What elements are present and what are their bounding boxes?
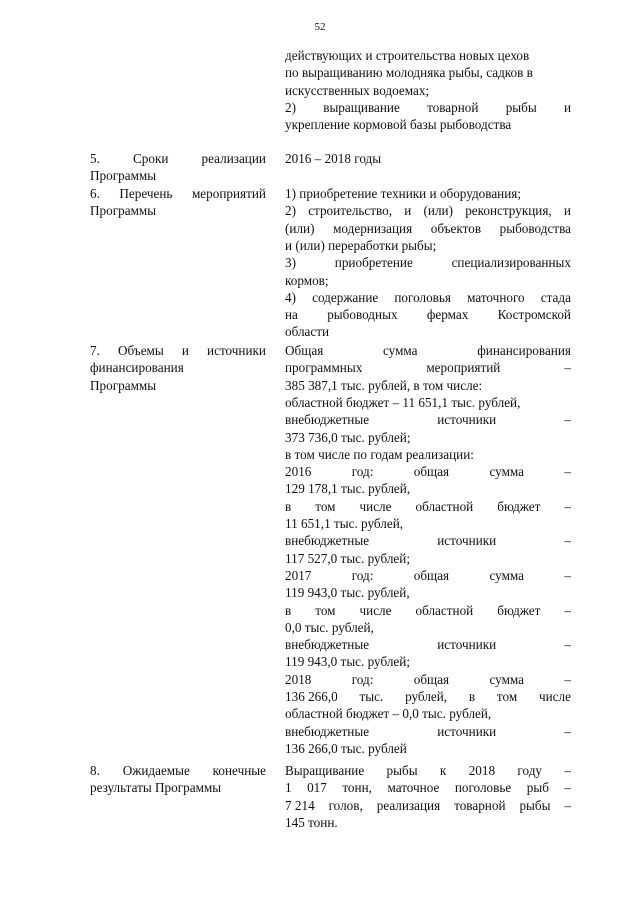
word: Сроки — [132, 151, 169, 166]
row7-value-line: 129 178,1 тыс. рублей, — [285, 481, 411, 497]
row8-label-line: результаты Программы — [90, 780, 222, 796]
row7-value-line — [285, 359, 571, 376]
word: числе — [359, 602, 392, 618]
word: товарной — [454, 797, 506, 813]
word: 2018 — [468, 763, 496, 778]
row7-value-line: 0,0 тыс. рублей, — [285, 619, 374, 635]
row7-value-line: 136 266,0 тыс. рублей — [285, 740, 407, 756]
word: 8. — [90, 763, 100, 778]
word: сумма — [489, 671, 525, 687]
continuation-line: укрепление кормовой базы рыбоводства — [285, 117, 512, 133]
word: 4) — [285, 289, 296, 305]
word: год: — [351, 464, 374, 480]
word: Выращивание — [285, 763, 365, 778]
word: модернизация — [333, 220, 413, 236]
word: фермах — [426, 307, 469, 323]
word: году — [517, 763, 543, 778]
row6-value-line — [285, 254, 571, 271]
word: общая — [413, 464, 450, 480]
word: тонн, — [342, 780, 372, 796]
row8-label-line — [90, 762, 266, 779]
word: поголовья — [394, 289, 451, 305]
word: – — [564, 780, 571, 796]
row7-value-line — [285, 671, 571, 688]
word: 5. — [90, 151, 100, 166]
word: и — [181, 343, 189, 358]
word: к — [439, 763, 447, 778]
word: 7. — [90, 343, 100, 358]
row8-value-line — [285, 797, 571, 814]
row6-value-line: области — [285, 324, 330, 340]
row7-value-line — [285, 463, 571, 480]
word: 3) — [285, 255, 296, 271]
word: год: — [351, 567, 374, 583]
row7-value-line — [285, 498, 571, 515]
word: финансирования — [477, 343, 571, 358]
word: конечные — [212, 763, 266, 778]
word: маточного — [467, 289, 525, 305]
word: источники — [437, 637, 497, 653]
row7-label-line: Программы — [90, 377, 157, 393]
word: (или) — [423, 203, 453, 219]
word: 7 214 — [285, 797, 315, 813]
word: – — [564, 763, 571, 778]
row7-value-line: в том числе по годам реализации: — [285, 446, 474, 462]
row7-value-line — [285, 342, 571, 359]
word: рыбы — [386, 763, 418, 778]
word: объектов — [430, 220, 482, 236]
row6-label-line: Программы — [90, 203, 157, 219]
word: источники — [437, 533, 497, 549]
row7-value-line — [285, 532, 571, 549]
word: в — [285, 498, 292, 514]
word: – — [564, 567, 571, 583]
word: сумма — [489, 567, 525, 583]
row7-value-line: 119 943,0 тыс. рублей; — [285, 654, 411, 670]
word: – — [564, 797, 571, 813]
word: на — [285, 307, 298, 323]
word: источники — [437, 412, 497, 428]
word: приобретение — [334, 255, 413, 271]
word: рублей, — [405, 689, 448, 704]
word: мероприятий — [191, 186, 266, 201]
word: внебюджетные — [285, 723, 370, 739]
word: 1 — [285, 780, 292, 796]
word: общая — [413, 567, 450, 583]
row7-value-line: 119 943,0 тыс. рублей, — [285, 585, 410, 601]
word: сумма — [489, 464, 525, 480]
row5-label-line: Программы — [90, 168, 157, 184]
word: рыбоводства — [499, 220, 571, 236]
word: маточное — [387, 780, 440, 796]
word: внебюджетные — [285, 637, 370, 653]
word: строительство, — [308, 203, 393, 219]
row7-value-line — [285, 602, 571, 619]
word: 2) — [285, 99, 296, 115]
row7-value-line — [285, 411, 571, 428]
row8-value-line — [285, 779, 571, 796]
word: реализация — [376, 797, 441, 813]
word: – — [564, 412, 571, 428]
word: внебюджетные — [285, 412, 370, 428]
word: год: — [351, 671, 374, 687]
word: – — [564, 637, 571, 653]
word: общая — [413, 671, 450, 687]
word: числе — [359, 498, 392, 514]
word: поголовье — [454, 780, 512, 796]
row6-value-line — [285, 306, 571, 323]
word: мероприятий — [426, 360, 501, 376]
row7-value-line — [285, 636, 571, 653]
word: в — [285, 602, 292, 618]
row5-label-line — [90, 150, 266, 167]
word: и — [563, 99, 571, 115]
word: внебюджетные — [285, 533, 370, 549]
word: 2016 — [285, 464, 312, 480]
word: Костромской — [497, 307, 571, 323]
continuation-line: по выращиванию молодняка рыбы, садков в — [285, 65, 533, 81]
word: тыс. — [359, 689, 384, 704]
word: рыбы — [519, 797, 551, 813]
word: и — [563, 203, 571, 219]
word: реконструкция, — [465, 203, 552, 219]
row7-value-line — [285, 688, 571, 705]
word: источники — [207, 343, 266, 358]
word: 017 — [307, 780, 327, 796]
row6-value-line: кормов; — [285, 272, 329, 288]
word: том — [315, 602, 336, 618]
word: программных — [285, 360, 363, 376]
row7-label-line: финансирования — [90, 360, 184, 376]
word: голов, — [328, 797, 363, 813]
row7-label-line — [90, 342, 266, 359]
word: рыбы — [505, 99, 537, 115]
row6-value-line — [285, 202, 571, 219]
word: источники — [437, 723, 497, 739]
word: Объемы — [117, 343, 164, 358]
word: 6. — [90, 186, 100, 201]
continuation-line — [285, 99, 571, 116]
word: 2) — [285, 203, 296, 219]
row7-value-line — [285, 723, 571, 740]
word: специализированных — [451, 255, 571, 271]
word: том — [496, 689, 518, 704]
word: реализации — [201, 151, 266, 166]
word: и — [404, 203, 412, 219]
row5-value: 2016 – 2018 годы — [285, 151, 382, 166]
row7-value-line — [285, 567, 571, 584]
row8-value-line — [285, 762, 571, 779]
word: сумма — [382, 343, 418, 358]
word: – — [564, 360, 571, 376]
word: стада — [540, 289, 571, 305]
word: рыбоводных — [327, 307, 398, 323]
row6-value-line — [285, 220, 571, 237]
word: рыб — [526, 780, 549, 796]
row6-label-line — [90, 185, 266, 202]
row7-value-line: областной бюджет – 11 651,1 тыс. рублей, — [285, 394, 521, 410]
word: – — [564, 723, 571, 739]
word: – — [564, 671, 571, 687]
word: – — [564, 533, 571, 549]
row7-value-line: 373 736,0 тыс. рублей; — [285, 429, 411, 445]
word: Общая — [285, 343, 324, 358]
row7-value-line: областной бюджет – 0,0 тыс. рублей, — [285, 706, 492, 722]
word: том — [315, 498, 336, 514]
word: областной — [415, 602, 474, 618]
word: Ожидаемые — [122, 763, 190, 778]
continuation-line: действующих и строительства новых цехов — [285, 48, 530, 63]
row6-value-line: и (или) переработки рыбы; — [285, 237, 437, 253]
word: в — [468, 689, 476, 704]
word: 2018 — [285, 671, 312, 687]
word: числе — [538, 689, 571, 704]
row8-value-line: 145 тонн. — [285, 814, 338, 830]
word: товарной — [427, 99, 479, 115]
continuation-line: искусственных водоемах; — [285, 82, 430, 98]
word: (или) — [285, 220, 315, 236]
row7-value-line: 385 387,1 тыс. рублей, в том числе: — [285, 377, 483, 393]
row6-value-line: 1) приобретение техники и оборудования; — [285, 186, 522, 201]
word: областной — [415, 498, 474, 514]
word: бюджет — [497, 602, 541, 618]
word: 136 266,0 — [285, 689, 338, 704]
row6-value-line — [285, 289, 571, 306]
page-number: 52 — [314, 21, 326, 33]
word: содержание — [312, 289, 379, 305]
word: – — [564, 464, 571, 480]
word: бюджет — [497, 498, 541, 514]
word: – — [564, 602, 571, 618]
word: – — [564, 498, 571, 514]
row7-value-line: 11 651,1 тыс. рублей, — [285, 516, 404, 531]
word: 2017 — [285, 567, 312, 583]
row7-value-line: 117 527,0 тыс. рублей; — [285, 550, 411, 566]
word: Перечень — [119, 186, 173, 201]
word: выращивание — [323, 99, 400, 115]
